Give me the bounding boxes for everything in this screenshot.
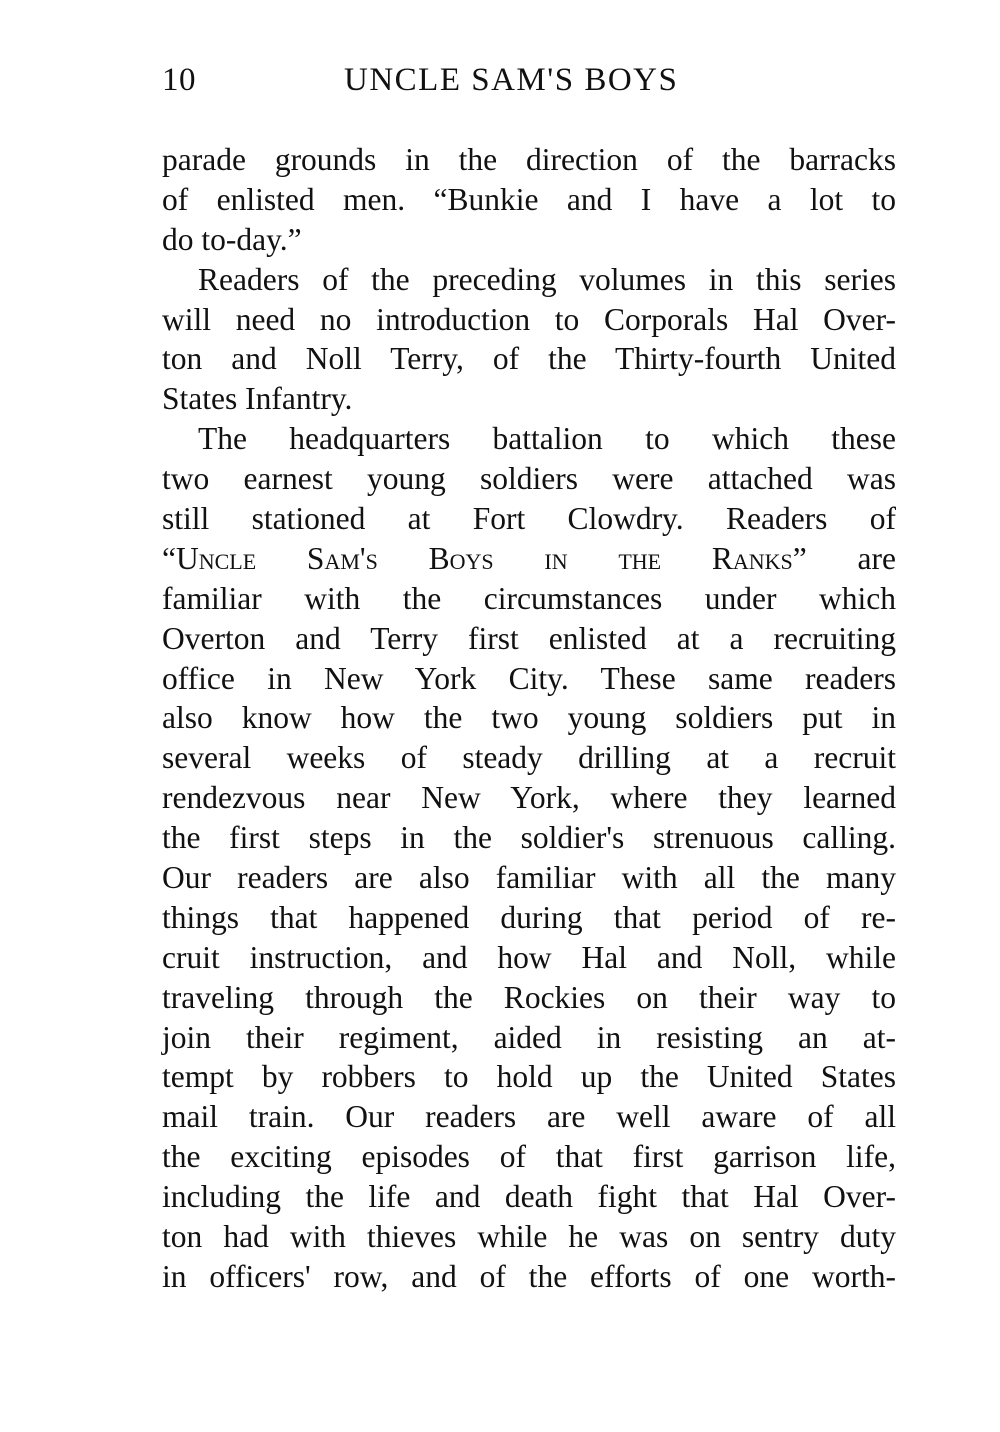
text-line: in officers' row, and of the efforts of one worth- [162, 1258, 896, 1294]
text-line: things that happened during that period of re- [162, 899, 896, 935]
text-line: parade grounds in the direction of the barracks [162, 142, 896, 177]
text-line: do to-day.” [162, 221, 302, 257]
body-text [162, 140, 896, 1297]
text-line: join their regiment, aided in resisting an at- [162, 1019, 896, 1055]
text-line: ton had with thieves while he was on sentry duty [162, 1219, 896, 1255]
text-line: also know how the two young soldiers put in [162, 700, 896, 736]
text-line: cruit instruction, and how Hal and Noll, while [162, 939, 896, 975]
text-line: several weeks of steady drilling at a recruit [162, 740, 896, 776]
text-line: office in New York City. These same readers [162, 660, 896, 696]
text-line: the first steps in the soldier's strenuous calling. [162, 820, 896, 856]
book-title-reference: Uncle Sam's Boys in the Ranks [175, 540, 793, 576]
book-title-reference-line: “Uncle Sam's Boys in the Ranks” are [162, 540, 896, 576]
book-title: UNCLE SAM'S BOYS [344, 62, 679, 98]
text-line: traveling through the Rockies on their way to [162, 979, 896, 1015]
text-line: rendezvous near New York, where they learned [162, 780, 896, 816]
text-line: mail train. Our readers are well aware of all [162, 1099, 896, 1135]
text-line: ton and Noll Terry, of the Thirty-fourth United [162, 341, 896, 377]
text-line: still stationed at Fort Clowdry. Readers of [162, 501, 896, 537]
paragraph-first-line: Readers of the preceding volumes in this series [198, 261, 896, 297]
text-line: Overton and Terry first enlisted at a recruiting [162, 620, 896, 656]
text-line: of enlisted men. “Bunkie and I have a lot to [162, 181, 896, 217]
text-line: two earnest young soldiers were attached was [162, 461, 896, 497]
page-number: 10 [162, 62, 196, 98]
text-line: familiar with the circumstances under which [162, 580, 896, 616]
text-line: including the life and death fight that Hal Over- [162, 1179, 896, 1215]
text-line: tempt by robbers to hold up the United States [162, 1059, 896, 1095]
text-line: States Infantry. [162, 381, 353, 417]
text-line: Our readers are also familiar with all the many [162, 860, 896, 896]
text-line: will need no introduction to Corporals Hal Over- [162, 301, 896, 337]
running-head [162, 58, 896, 102]
text-line: the exciting episodes of that first garrison life, [162, 1139, 896, 1175]
paragraph-first-line: The headquarters battalion to which these [198, 421, 896, 457]
